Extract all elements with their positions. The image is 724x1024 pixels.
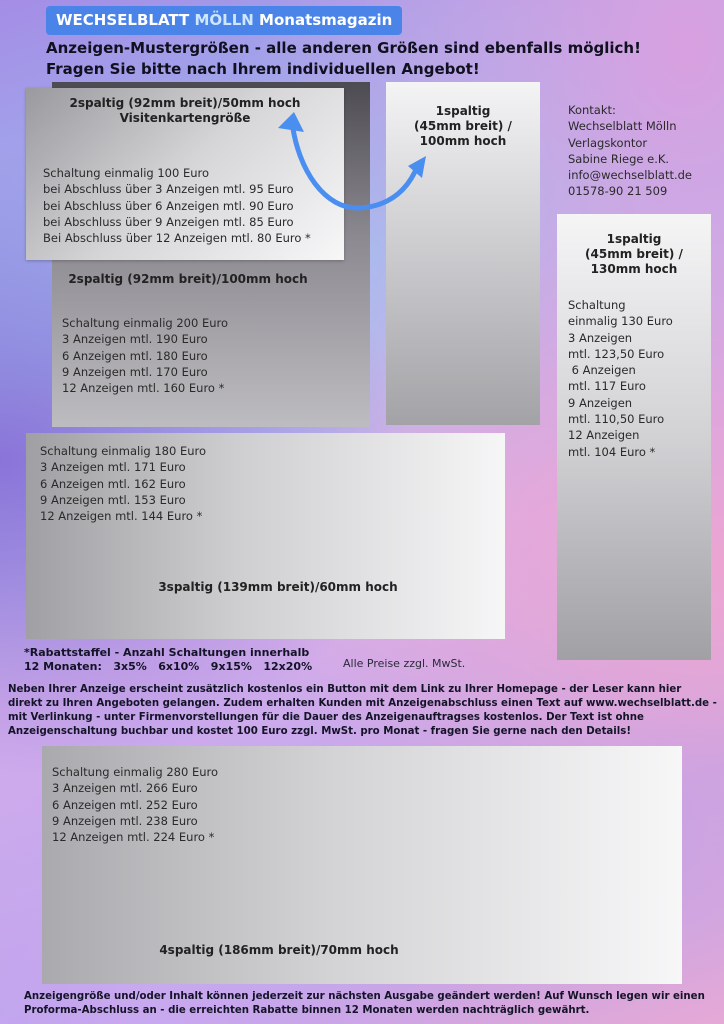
price-line: 6 Anzeigen mtl. 252 Euro (52, 797, 198, 812)
ad-4col-prices (52, 764, 218, 845)
discount-line-2: 12 Monaten: 3x5% 6x10% 9x15% 12x20% (24, 660, 313, 673)
price-line: 6 Anzeigen mtl. 180 Euro (62, 348, 208, 363)
price-line: mtl. 110,50 Euro (568, 412, 665, 427)
price-line: 9 Anzeigen mtl. 238 Euro (52, 813, 198, 828)
contact-dept: Verlagskontor (568, 135, 648, 150)
price-line: 3 Anzeigen (568, 330, 633, 345)
ad-box-3col-60mm (26, 433, 505, 639)
brand-rest: Monatsmagazin (259, 11, 393, 29)
ad-business-card-label: Visitenkartengröße (119, 111, 251, 125)
magazine-badge (46, 6, 402, 35)
ad-business-card-size: 2spaltig (92mm breit)/50mm hoch (69, 96, 301, 110)
ad-2col-100mm-prices (62, 315, 228, 396)
page-headline (46, 38, 706, 80)
discount-line-1: *Rabattstaffel - Anzahl Schaltungen innerhalb (24, 646, 310, 659)
footer-note: Anzeigengröße und/oder Inhalt können jederzeit zur nächsten Ausgabe geändert werden! Auf Wunsch legen wir einen Proforma-Abschluss an - die erreichten Rabatte binnen 12 Monaten werden nachträglich gewährt. (24, 991, 705, 1016)
ad-1col-130mm-prices (568, 297, 673, 460)
homepage-button-note: Neben Ihrer Anzeige erscheint zusätzlich kostenlos ein Button mit dem Link zu Ihrer Homepage - der Leser kann hier direkt zu Ihren Angeboten gelangen. Zudem erhalten Kunden mit Anzeigenabschluss einen Text auf www.wechselblatt.de - mit Verlinkung - unter Firmenvorstellungen für die Dauer des Anzeigenauftragses kostenlos. Der Text ist ohne Anzeigenschaltung buchbar und kostet 100 Euro zzgl. MwSt. pro Monat - fragen Sie gerne nach den Details! (8, 684, 717, 737)
discount-note (24, 646, 354, 674)
curved-double-arrow-icon (270, 110, 440, 225)
ad-2col-100mm-title: 2spaltig (92mm breit)/100mm hoch (68, 272, 308, 286)
brand-highlight: MÖLLN (194, 11, 254, 29)
title-line: (45mm breit) / (414, 119, 512, 133)
price-line: 9 Anzeigen mtl. 153 Euro (40, 492, 186, 507)
ad-box-4col-70mm (42, 746, 682, 984)
price-line: einmalig 130 Euro (568, 314, 673, 329)
title-line: 1spaltig (435, 104, 491, 118)
ad-4col-title: 4spaltig (186mm breit)/70mm hoch (159, 943, 399, 957)
contact-person: Sabine Riege e.K. (568, 151, 670, 166)
price-line: 3 Anzeigen mtl. 266 Euro (52, 781, 198, 796)
ad-3col-title: 3spaltig (139mm breit)/60mm hoch (158, 580, 398, 594)
title-line: 1spaltig (606, 232, 662, 246)
price-line: 12 Anzeigen mtl. 144 Euro * (40, 509, 203, 524)
price-line: 3 Anzeigen mtl. 171 Euro (40, 460, 186, 475)
price-line: Bei Abschluss über 12 Anzeigen mtl. 80 Euro * (43, 231, 311, 246)
price-line: 12 Anzeigen (568, 428, 640, 443)
contact-phone: 01578-90 21 509 (568, 184, 668, 199)
price-line: 6 Anzeigen mtl. 162 Euro (40, 476, 186, 491)
price-line: 9 Anzeigen mtl. 170 Euro (62, 364, 208, 379)
price-line: mtl. 117 Euro (568, 379, 646, 394)
price-line: Schaltung einmalig 180 Euro (40, 444, 207, 458)
price-line: mtl. 123,50 Euro (568, 346, 665, 361)
price-line: 9 Anzeigen (568, 395, 633, 410)
headline-line-2: Fragen Sie bitte nach Ihrem individuellen Angebot! (46, 60, 480, 78)
price-line: bei Abschluss über 9 Anzeigen mtl. 85 Euro (43, 214, 294, 229)
ad-3col-prices (40, 443, 206, 524)
price-line: Schaltung einmalig 100 Euro (43, 166, 210, 180)
price-line: bei Abschluss über 3 Anzeigen mtl. 95 Euro (43, 182, 294, 197)
brand-main: WECHSELBLATT (56, 11, 190, 29)
price-line: 6 Anzeigen (568, 363, 636, 378)
price-line: bei Abschluss über 6 Anzeigen mtl. 90 Euro (43, 198, 294, 213)
contact-email: info@wechselblatt.de (568, 168, 693, 183)
price-line: 3 Anzeigen mtl. 190 Euro (62, 332, 208, 347)
title-line: 130mm hoch (590, 262, 678, 276)
price-line: mtl. 104 Euro * (568, 444, 656, 459)
ad-1col-130mm-title (557, 232, 711, 277)
price-line: Schaltung einmalig 280 Euro (52, 765, 219, 779)
ad-box-1col-130mm (557, 214, 711, 660)
title-line: 100mm hoch (419, 134, 507, 148)
contact-company: Wechselblatt Mölln (568, 119, 677, 134)
contact-heading: Kontakt: (568, 103, 616, 117)
headline-line-1: Anzeigen-Mustergrößen - alle anderen Größen sind ebenfalls möglich! (46, 39, 641, 57)
price-line: 12 Anzeigen mtl. 160 Euro * (62, 381, 225, 396)
vat-note: Alle Preise zzgl. MwSt. (343, 657, 466, 670)
price-line: Schaltung einmalig 200 Euro (62, 316, 229, 330)
title-line: (45mm breit) / (585, 247, 683, 261)
contact-info (568, 102, 718, 200)
price-line: Schaltung (568, 298, 626, 312)
price-line: 12 Anzeigen mtl. 224 Euro * (52, 830, 215, 845)
